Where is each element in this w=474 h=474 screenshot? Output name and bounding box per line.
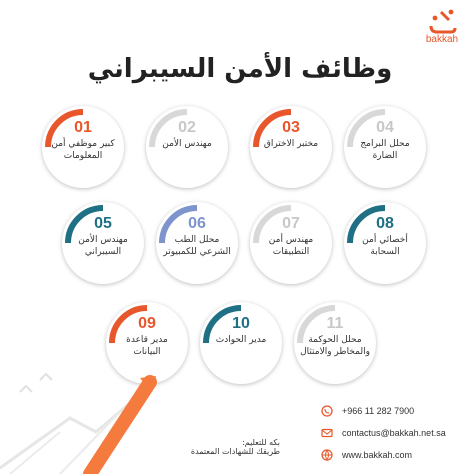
job-title: محلل الحوكمة والمخاطر والامتثال [300, 335, 370, 357]
tagline-line-2: طريقك للشهادات المعتمدة [190, 447, 280, 456]
brand-logo [418, 8, 466, 52]
job-title: مهندس أمن التطبيقات [268, 235, 314, 257]
brand-tagline [170, 438, 280, 456]
job-title: محلل الطب الشرعي للكمبيوتر [163, 235, 231, 257]
job-title: مهندس الأمن [162, 139, 212, 149]
growth-arrows-decoration [0, 372, 190, 474]
contact-website[interactable] [320, 444, 470, 466]
page-title: وظائف الأمن السيبراني [87, 54, 393, 84]
email-icon [320, 426, 334, 440]
whatsapp-icon [320, 404, 334, 418]
job-number: 02 [178, 119, 196, 136]
job-card-07 [250, 202, 332, 284]
contact-text: +966 11 282 7900 [342, 406, 415, 416]
job-number: 05 [94, 215, 112, 232]
logo-text: bakkah [425, 34, 459, 45]
job-card-11 [294, 302, 376, 384]
tagline-line-1: بكه للتعليم: [242, 438, 280, 447]
job-number: 03 [282, 119, 300, 136]
job-card-02 [146, 106, 228, 188]
job-number: 10 [232, 315, 250, 332]
contact-email[interactable] [320, 422, 470, 444]
job-number: 06 [188, 215, 206, 232]
contact-phone[interactable] [320, 400, 470, 422]
contact-text: www.bakkah.com [342, 450, 413, 460]
job-number: 08 [376, 215, 394, 232]
job-title: كبير موظفي أمن المعلومات [51, 139, 115, 161]
job-title: أخصائي أمن السحابة [362, 235, 408, 257]
job-card-04 [344, 106, 426, 188]
job-number: 11 [326, 315, 344, 332]
job-card-03 [250, 106, 332, 188]
job-card-05 [62, 202, 144, 284]
bakkah-logo-icon [427, 8, 457, 34]
job-title: مدير الحوادث [215, 335, 267, 345]
contact-info [320, 400, 470, 466]
globe-icon [320, 448, 334, 462]
job-number: 04 [376, 119, 394, 136]
job-title: محلل البرامج الضارة [360, 139, 410, 161]
job-number: 07 [282, 215, 300, 232]
contact-text: contactus@bakkah.net.sa [342, 428, 446, 438]
job-card-08 [344, 202, 426, 284]
job-number: 01 [74, 119, 92, 136]
job-card-10 [200, 302, 282, 384]
job-title: مهندس الأمن السيبراني [78, 235, 128, 257]
job-title: مختبر الاختراق [263, 139, 319, 149]
job-number: 09 [138, 315, 156, 332]
job-card-06 [156, 202, 238, 284]
job-title: مدير قاعدة البيانات [126, 335, 168, 357]
job-card-01 [42, 106, 124, 188]
